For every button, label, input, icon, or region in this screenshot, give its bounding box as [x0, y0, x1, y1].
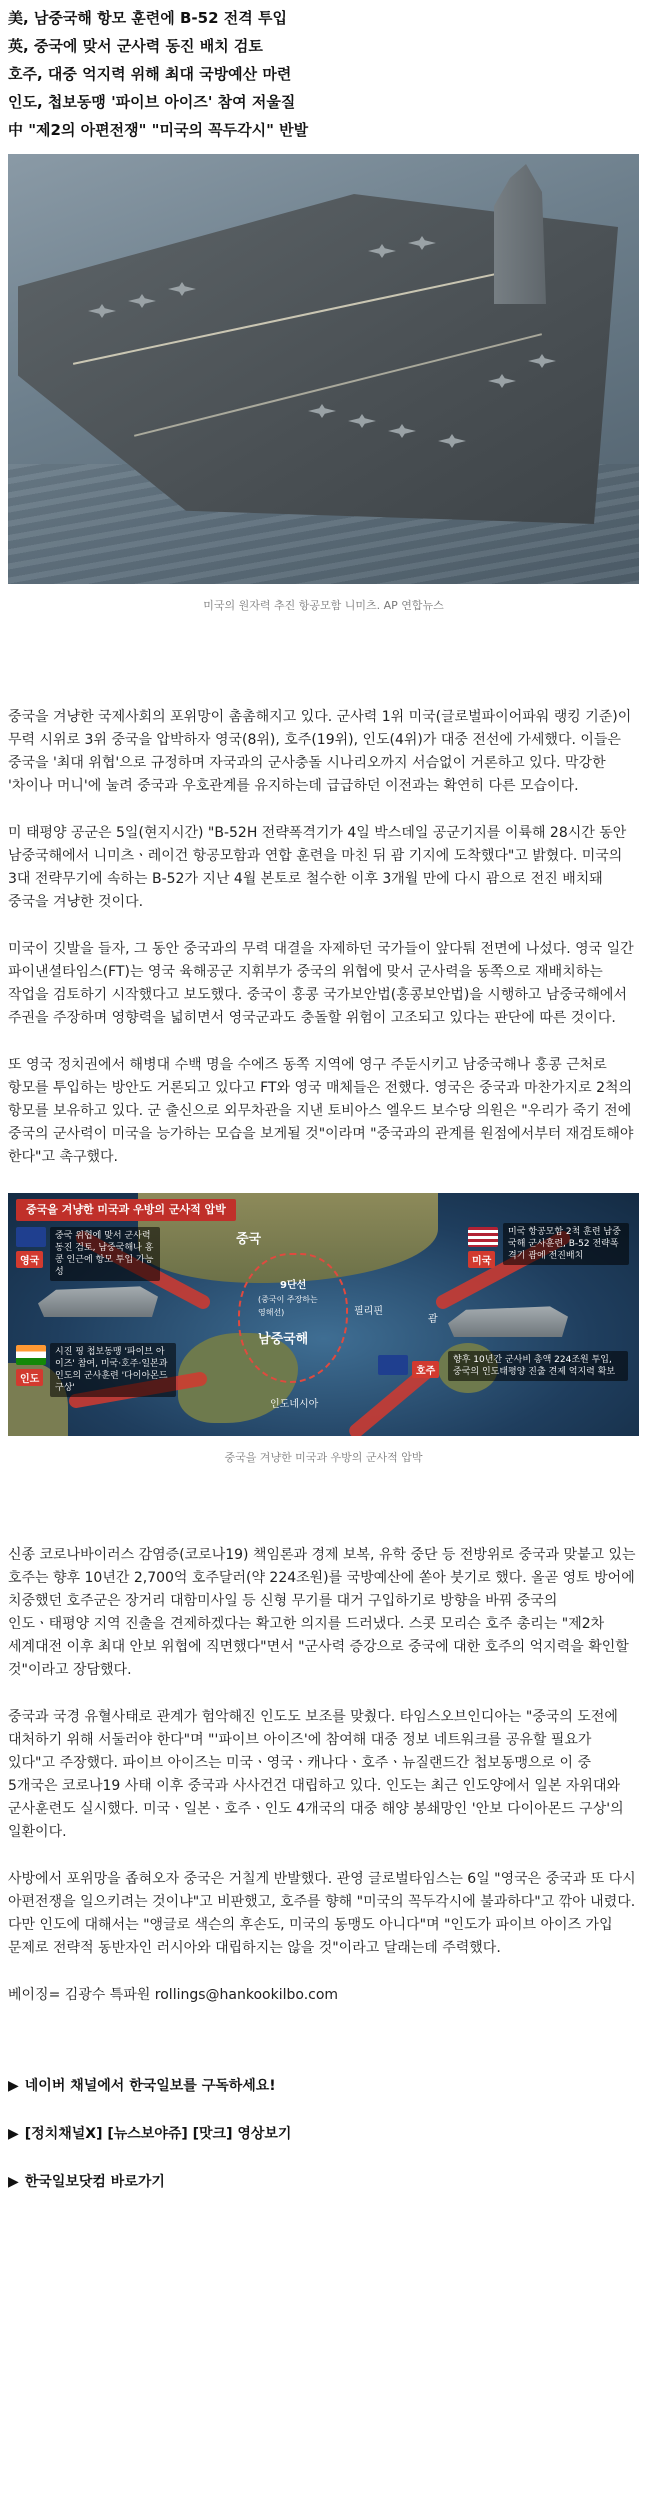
uk-box: 중국 위협에 맞서 군사력 동진 검토, 남중국해나 홍콩 인근에 항모 투입 가능성	[50, 1227, 160, 1281]
guam-label: 괌	[428, 1314, 438, 1325]
indonesia-label: 인도네시아	[270, 1399, 319, 1410]
india-flag-icon	[16, 1345, 46, 1365]
australia-box: 향후 10년간 군사비 총액 224조원 투입, 중국의 인도태평양 진출 견제 억지력 확보	[448, 1351, 628, 1381]
photo-figure	[8, 154, 639, 614]
map-title: 중국을 겨냥한 미국과 우방의 군사적 압박	[16, 1199, 236, 1221]
article-body-part-2	[8, 1466, 639, 2006]
link-label: [정치채널X] [뉴스보야쥬] [맛크] 영상보기	[24, 2126, 292, 2142]
arrow-right-icon: ▶	[8, 2078, 19, 2094]
byline: 베이징= 김광수 특파원 rollings@hankookilbo.com	[8, 1987, 339, 2003]
us-label: 미국	[468, 1251, 495, 1268]
map-caption: 중국을 겨냥한 미국과 우방의 군사적 압박	[224, 1451, 423, 1464]
uk-label: 영국	[16, 1251, 43, 1268]
paragraph: 미국이 깃발을 들자, 그 동안 중국과의 무력 대결을 자제하던 국가들이 앞다퉈 전면에 나섰다. 영국 일간 파이낸셜타임스(FT)는 영국 육해공군 지휘부가 중국의 위협에 맞서 군사력을 동쪽으로 재배치하는 작업을 검토하기 시작했다고 보도했다. 중국이 홍콩 국가보안법(홍콩보안법)을 시행하고 남중국해에서 주권을 주장하며 영향력을 넓히면서 영국군과도 충돌할 위험이 고조되고 있다는 판단에 따른 것이다.	[8, 941, 634, 1026]
article-body-part-1	[8, 614, 639, 1169]
india-box: 시진 핑 첩보동맹 '파이브 아이즈' 참여, 미국·호주·일본과 인도의 군사훈련 '다이아몬드 구상'	[50, 1343, 176, 1397]
us-box: 미국 항공모함 2척 훈련 남중국해 군사훈련, B-52 전략폭격기 괌에 전진배치	[503, 1223, 629, 1265]
naver-subscribe-link[interactable]	[8, 2076, 639, 2096]
hankookilbo-home-link[interactable]	[8, 2172, 639, 2192]
south-china-sea-label: 남중국해	[258, 1332, 309, 1347]
paragraph: 또 영국 정치권에서 해병대 수백 명을 수에즈 동쪽 지역에 영구 주둔시키고 남중국해나 홍콩 근처로 항모를 투입하는 방안도 거론되고 있다고 FT와 영국 매체들은 전했다. 영국은 중국과 마찬가지로 2척의 항모를 보유하고 있다. 군 출신으로 외무차관을 지낸 토비아스 엘우드 보수당 의원은 "우리가 죽기 전에 중국의 군사력이 미국을 능가하는 모습을 보게될 것"이라며 "중국과의 관계를 원점에서부터 재검토해야 한다"고 촉구했다.	[8, 1057, 634, 1165]
subhead-3: 호주, 대중 억지력 위해 최대 국방예산 마련	[8, 65, 292, 83]
subheads	[8, 0, 639, 154]
promo-links	[8, 2076, 639, 2192]
australia-flag-icon	[378, 1355, 408, 1375]
philippines-label: 필리핀	[354, 1306, 383, 1317]
subhead-1: 美, 남중국해 항모 훈련에 B-52 전격 투입	[8, 9, 287, 27]
video-links[interactable]	[8, 2124, 639, 2144]
subhead-2: 英, 중국에 맞서 군사력 동진 배치 검토	[8, 37, 263, 55]
link-label: 한국일보닷컴 바로가기	[24, 2174, 165, 2190]
uk-flag-icon	[16, 1227, 46, 1247]
aircraft-carrier-photo	[8, 154, 639, 584]
paragraph: 중국을 겨냥한 국제사회의 포위망이 촘촘해지고 있다. 군사력 1위 미국(글로벌파이어파워 랭킹 기준)이 무력 시위로 3위 중국을 압박하자 영국(8위), 호주(19위), 인도(4위)가 대중 전선에 가세했다. 이들은 중국을 '최대 위협'으로 규정하며 자국과의 군사충돌 시나리오까지 서슴없이 거론하고 있다. 막강한 '차이나 머니'에 눌려 중국과 우호관계를 유지하는데 급급하던 이전과는 확연히 다른 모습이다.	[8, 709, 632, 794]
photo-caption: 미국의 원자력 추진 항공모함 니미츠. AP 연합뉴스	[203, 599, 444, 612]
link-label: 네이버 채널에서 한국일보를 구독하세요!	[24, 2078, 276, 2094]
infographic-map	[8, 1193, 639, 1436]
nine-dash-sub: (중국이 주장하는 영해선)	[258, 1295, 318, 1317]
china-label: 중국	[236, 1232, 262, 1247]
paragraph: 미 태평양 공군은 5일(현지시간) "B-52H 전략폭격기가 4일 박스데일 공군기지를 이륙해 28시간 동안 남중국해에서 니미츠ㆍ레이건 항공모함과 연합 훈련을 마친 뒤 괌 기지에 도착했다"고 밝혔다. 미국의 3대 전략무기에 속하는 B-52가 지난 4월 본토로 철수한 이후 3개월 만에 다시 괌으로 전진 배치돼 중국을 겨냥한 것이다.	[8, 825, 627, 910]
paragraph: 사방에서 포위망을 좁혀오자 중국은 거칠게 반발했다. 관영 글로벌타임스는 6일 "영국은 중국과 또 다시 아편전쟁을 일으키려는 것이냐"고 비판했고, 호주를 향해 "미국의 꼭두각시에 불과하다"고 깎아 내렸다. 다만 인도에 대해서는 "앵글로 색슨의 후손도, 미국의 동맹도 아니다"며 "인도가 파이브 아이즈 가입 문제로 전략적 동반자인 러시아와 대립하지는 않을 것"이라고 달래는데 주력했다.	[8, 1871, 636, 1956]
paragraph: 중국과 국경 유혈사태로 관계가 험악해진 인도도 보조를 맞췄다. 타임스오브인디아는 "중국의 도전에 대처하기 위해 서둘러야 한다"며 "'파이브 아이즈'에 참여해 대중 정보 네트워크를 공유할 필요가 있다"고 주장했다. 파이브 아이즈는 미국ㆍ영국ㆍ캐나다ㆍ호주ㆍ뉴질랜드간 첩보동맹으로 이 중 5개국은 코로나19 사태 이후 중국과 사사건건 대립하고 있다. 인도는 최근 인도양에서 일본 자위대와 군사훈련도 실시했다. 미국ㆍ일본ㆍ호주ㆍ인도 4개국의 대중 해양 봉쇄망인 '안보 다이아몬드 구상'의 일환이다.	[8, 1709, 624, 1840]
carrier-ship	[448, 1303, 568, 1337]
paragraph: 신종 코로나바이러스 감염증(코로나19) 책임론과 경제 보복, 유학 중단 등 전방위로 중국과 맞붙고 있는 호주는 향후 10년간 2,700억 호주달러(약 224조원)를 국방예산에 쏟아 붓기로 했다. 올곧 영토 방어에 치중했던 호주군은 장거리 대함미사일 등 신형 무기를 대거 구입하기로 방향을 바꿔 중국의 인도ㆍ태평양 지역 진출을 견제하겠다는 확고한 의지를 드러냈다. 스콧 모리슨 호주 총리는 "제2차 세계대전 이후 최대 안보 위협에 직면했다"면서 "군사력 증강으로 중국에 대한 호주의 억지력을 확인할 것"이라고 장담했다.	[8, 1547, 636, 1678]
map-figure	[8, 1193, 639, 1466]
arrow-right-icon: ▶	[8, 2174, 19, 2190]
carrier-ship	[38, 1283, 158, 1317]
subhead-5: 中 "제2의 아편전쟁" "미국의 꼭두각시" 반발	[8, 121, 309, 139]
subhead-4: 인도, 첩보동맹 '파이브 아이즈' 참여 저울질	[8, 93, 296, 111]
nine-dash-label: 9단선	[280, 1280, 307, 1291]
us-flag-icon	[468, 1227, 498, 1247]
india-label: 인도	[16, 1369, 43, 1386]
australia-label: 호주	[412, 1361, 439, 1378]
arrow-right-icon: ▶	[8, 2126, 19, 2142]
